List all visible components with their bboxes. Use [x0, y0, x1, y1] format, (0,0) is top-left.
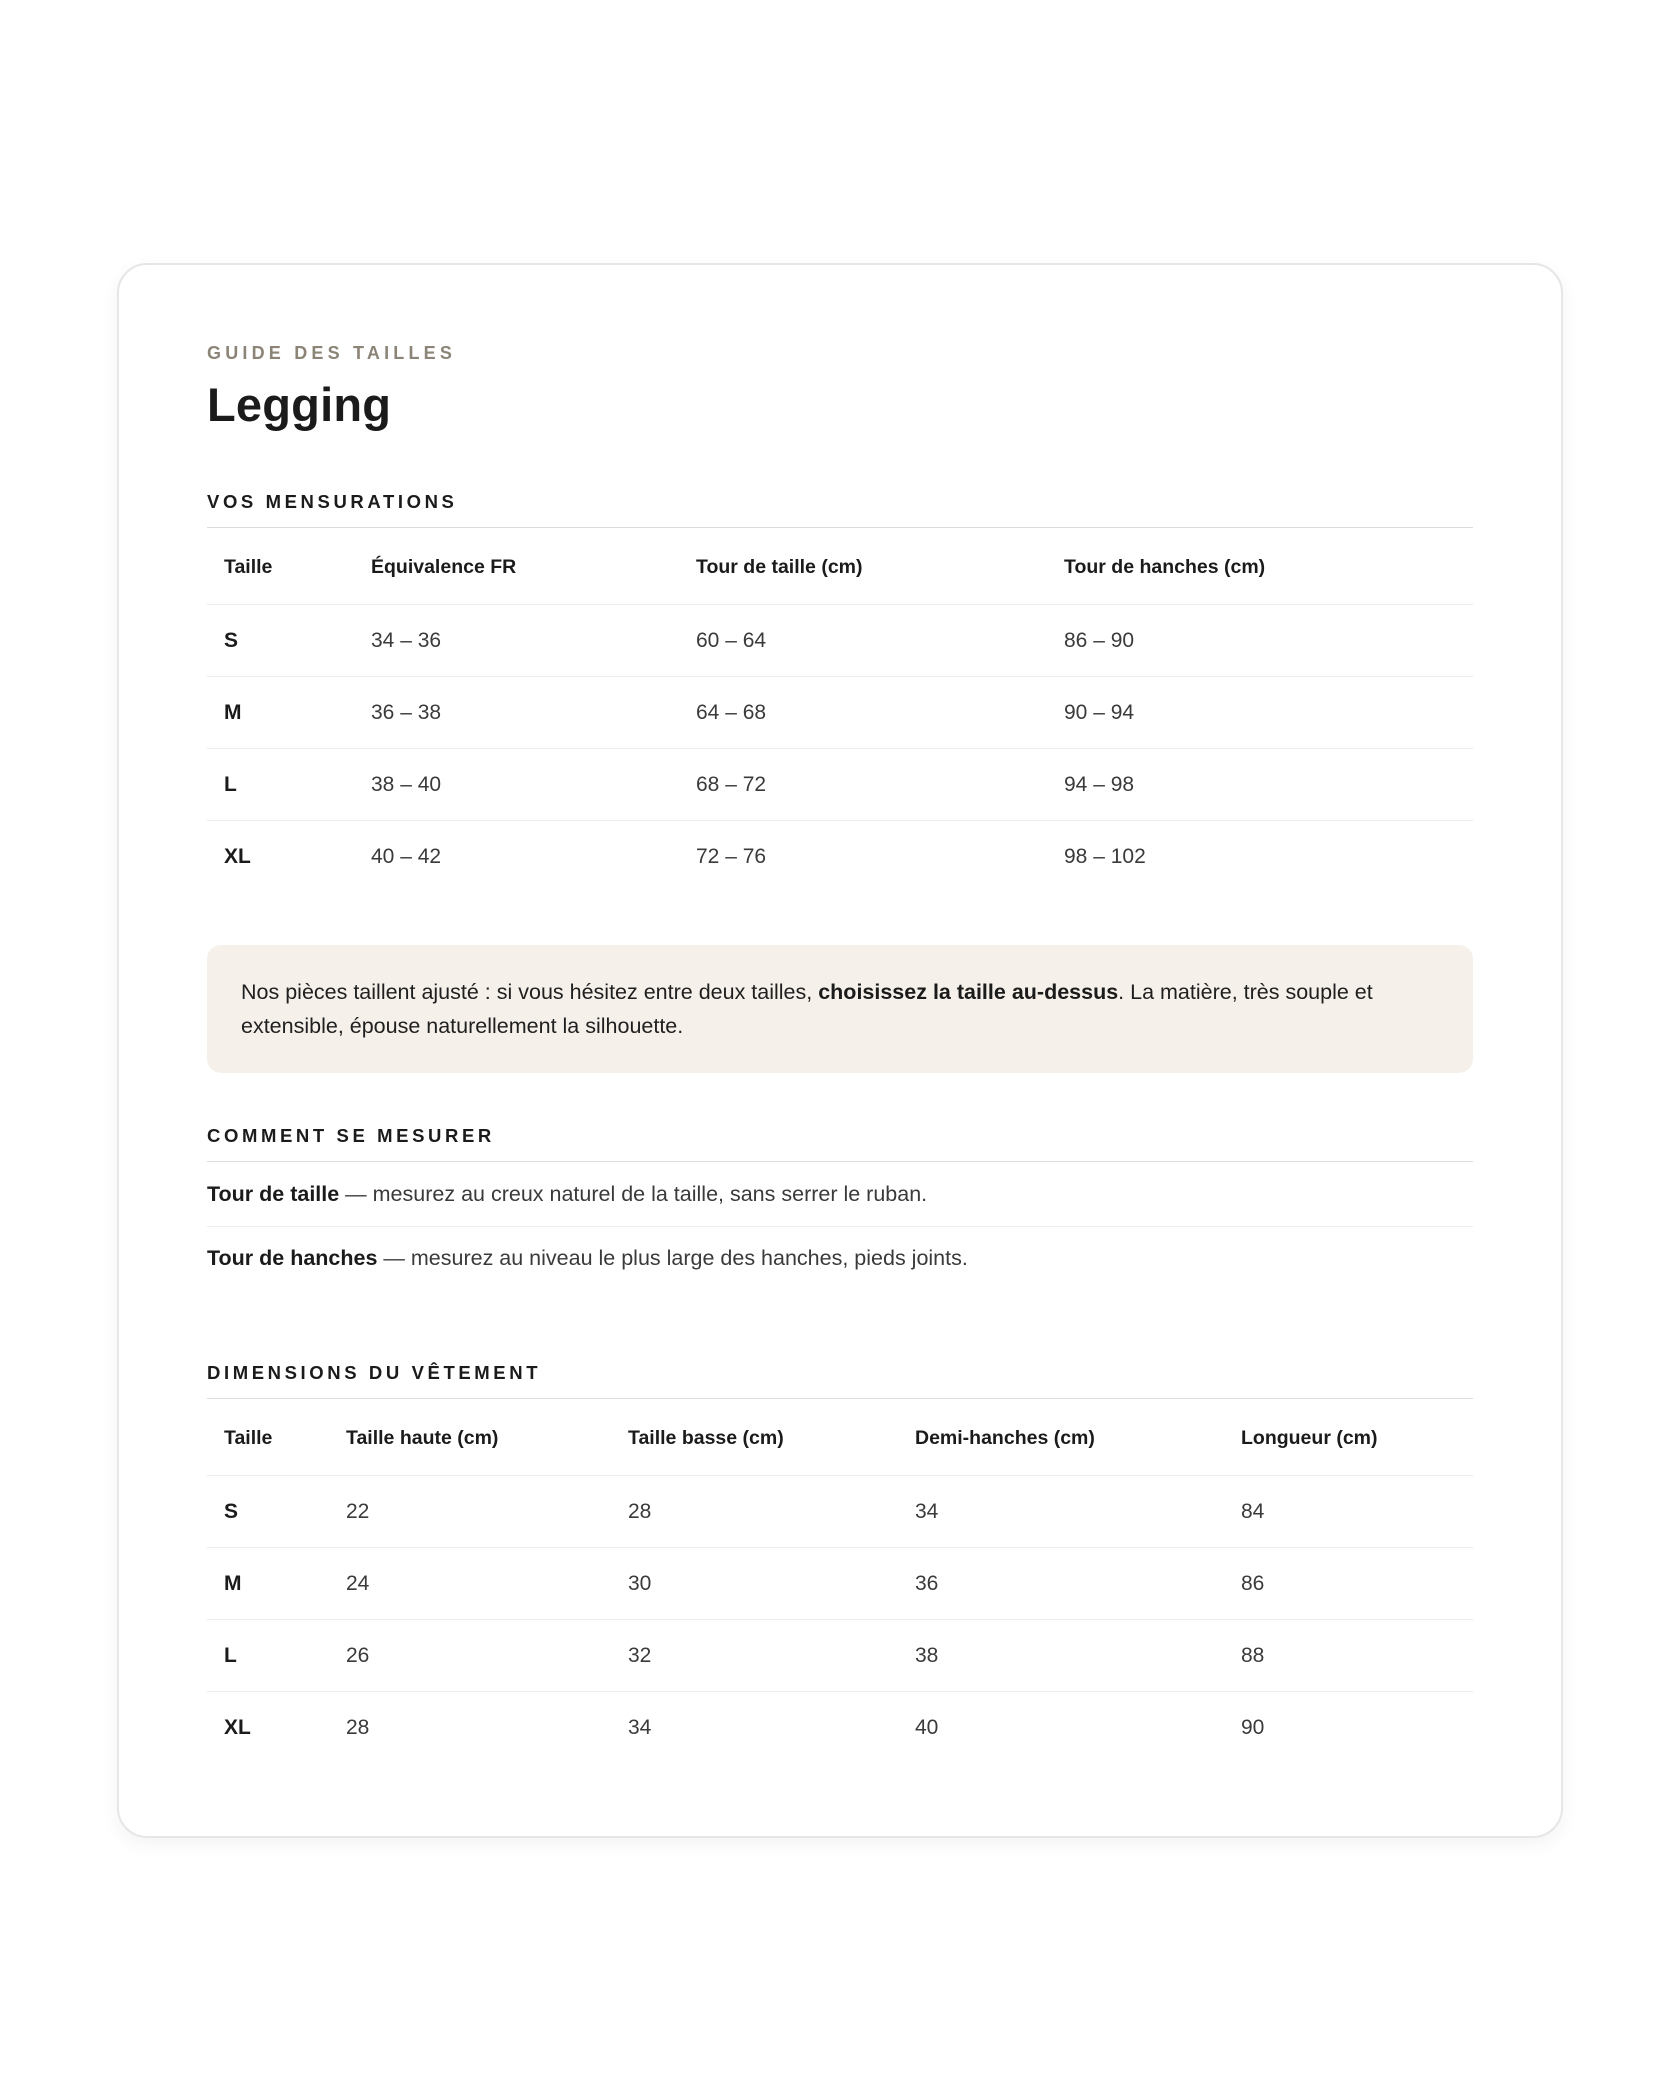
- table-cell: 40 – 42: [371, 844, 442, 868]
- column-header: Tour de hanches (cm): [1047, 530, 1473, 605]
- table-cell: 88: [1224, 1620, 1473, 1692]
- page-title: Legging: [207, 378, 392, 431]
- table-cell: 22: [329, 1476, 611, 1548]
- table-cell: 34 – 36: [354, 605, 679, 677]
- table-cell: 38: [898, 1620, 1224, 1692]
- list-item: [207, 1227, 1473, 1290]
- table-row: [207, 749, 1473, 821]
- table-row: [207, 605, 1473, 677]
- size-cell: S: [207, 605, 354, 677]
- size-cell: S: [207, 1476, 329, 1548]
- table-cell: 28: [611, 1476, 898, 1548]
- size-cell: XL: [224, 844, 251, 868]
- column-header: Tour de taille (cm): [679, 530, 1047, 605]
- measure-instruction: — mesurez au creux naturel de la taille, sans serrer le ruban.: [339, 1182, 928, 1206]
- table-cell: 64 – 68: [679, 677, 1047, 749]
- table-row: [207, 1620, 1473, 1692]
- table-cell: 90: [1241, 1715, 1265, 1739]
- note-emphasis: choisissez la taille au-dessus: [818, 980, 1119, 1004]
- fit-advice-note: [207, 945, 1473, 1073]
- column-header: Taille basse (cm): [611, 1401, 898, 1476]
- garment-dimensions-section-label: DIMENSIONS DU VÊTEMENT: [207, 1362, 1473, 1399]
- table-row: [207, 1548, 1473, 1620]
- table-cell: 36 – 38: [354, 677, 679, 749]
- measurements-table: [207, 530, 1473, 892]
- table-cell: 86 – 90: [1047, 605, 1473, 677]
- table-cell: 26: [329, 1620, 611, 1692]
- how-to-measure-section-label: COMMENT SE MESURER: [207, 1125, 1473, 1162]
- guide-eyebrow: GUIDE DES TAILLES: [207, 343, 457, 363]
- table-cell: 94 – 98: [1047, 749, 1473, 821]
- table-cell: 72 – 76: [696, 844, 767, 868]
- table-cell: 36: [898, 1548, 1224, 1620]
- list-item: [207, 1163, 1473, 1227]
- table-header-row: [207, 1401, 1473, 1476]
- table-cell: 34: [628, 1715, 652, 1739]
- table-cell: 24: [329, 1548, 611, 1620]
- column-header: Taille haute (cm): [329, 1401, 611, 1476]
- table-cell: 68 – 72: [679, 749, 1047, 821]
- table-cell: 60 – 64: [679, 605, 1047, 677]
- column-header: Taille: [207, 1401, 329, 1476]
- column-header: Taille: [207, 530, 354, 605]
- measure-term: Tour de hanches: [207, 1246, 378, 1270]
- table-row: [207, 677, 1473, 749]
- table-cell: 32: [611, 1620, 898, 1692]
- size-cell: M: [207, 677, 354, 749]
- size-cell: M: [207, 1548, 329, 1620]
- table-cell: 90 – 94: [1047, 677, 1473, 749]
- table-cell: 84: [1224, 1476, 1473, 1548]
- how-to-measure-list: [207, 1163, 1473, 1290]
- measurements-section-label: VOS MENSURATIONS: [207, 491, 1473, 528]
- table-cell: 34: [898, 1476, 1224, 1548]
- size-guide-card: [117, 263, 1563, 1838]
- table-cell: 30: [611, 1548, 898, 1620]
- table-header-row: [207, 530, 1473, 605]
- size-cell: XL: [224, 1715, 251, 1739]
- measure-term: Tour de taille: [207, 1182, 340, 1206]
- column-header: Équivalence FR: [354, 530, 679, 605]
- table-cell: 86: [1224, 1548, 1473, 1620]
- table-row: [207, 1476, 1473, 1548]
- table-cell: 38 – 40: [354, 749, 679, 821]
- column-header: Demi-hanches (cm): [898, 1401, 1224, 1476]
- note-text: . La matière, très souple et extensible, épouse naturellement la silhouette.: [241, 980, 1373, 1038]
- size-cell: L: [207, 1620, 329, 1692]
- garment-dimensions-table: [207, 1401, 1473, 1763]
- table-row: [207, 1692, 1473, 1764]
- column-header: Longueur (cm): [1224, 1401, 1473, 1476]
- note-text: Nos pièces taillent ajusté : si vous hésitez entre deux tailles,: [241, 980, 819, 1004]
- table-cell: 28: [346, 1715, 370, 1739]
- table-cell: 98 – 102: [1064, 844, 1146, 868]
- size-cell: L: [207, 749, 354, 821]
- table-cell: 40: [915, 1715, 939, 1739]
- measure-instruction: — mesurez au niveau le plus large des hanches, pieds joints.: [377, 1246, 968, 1270]
- table-row: [207, 821, 1473, 893]
